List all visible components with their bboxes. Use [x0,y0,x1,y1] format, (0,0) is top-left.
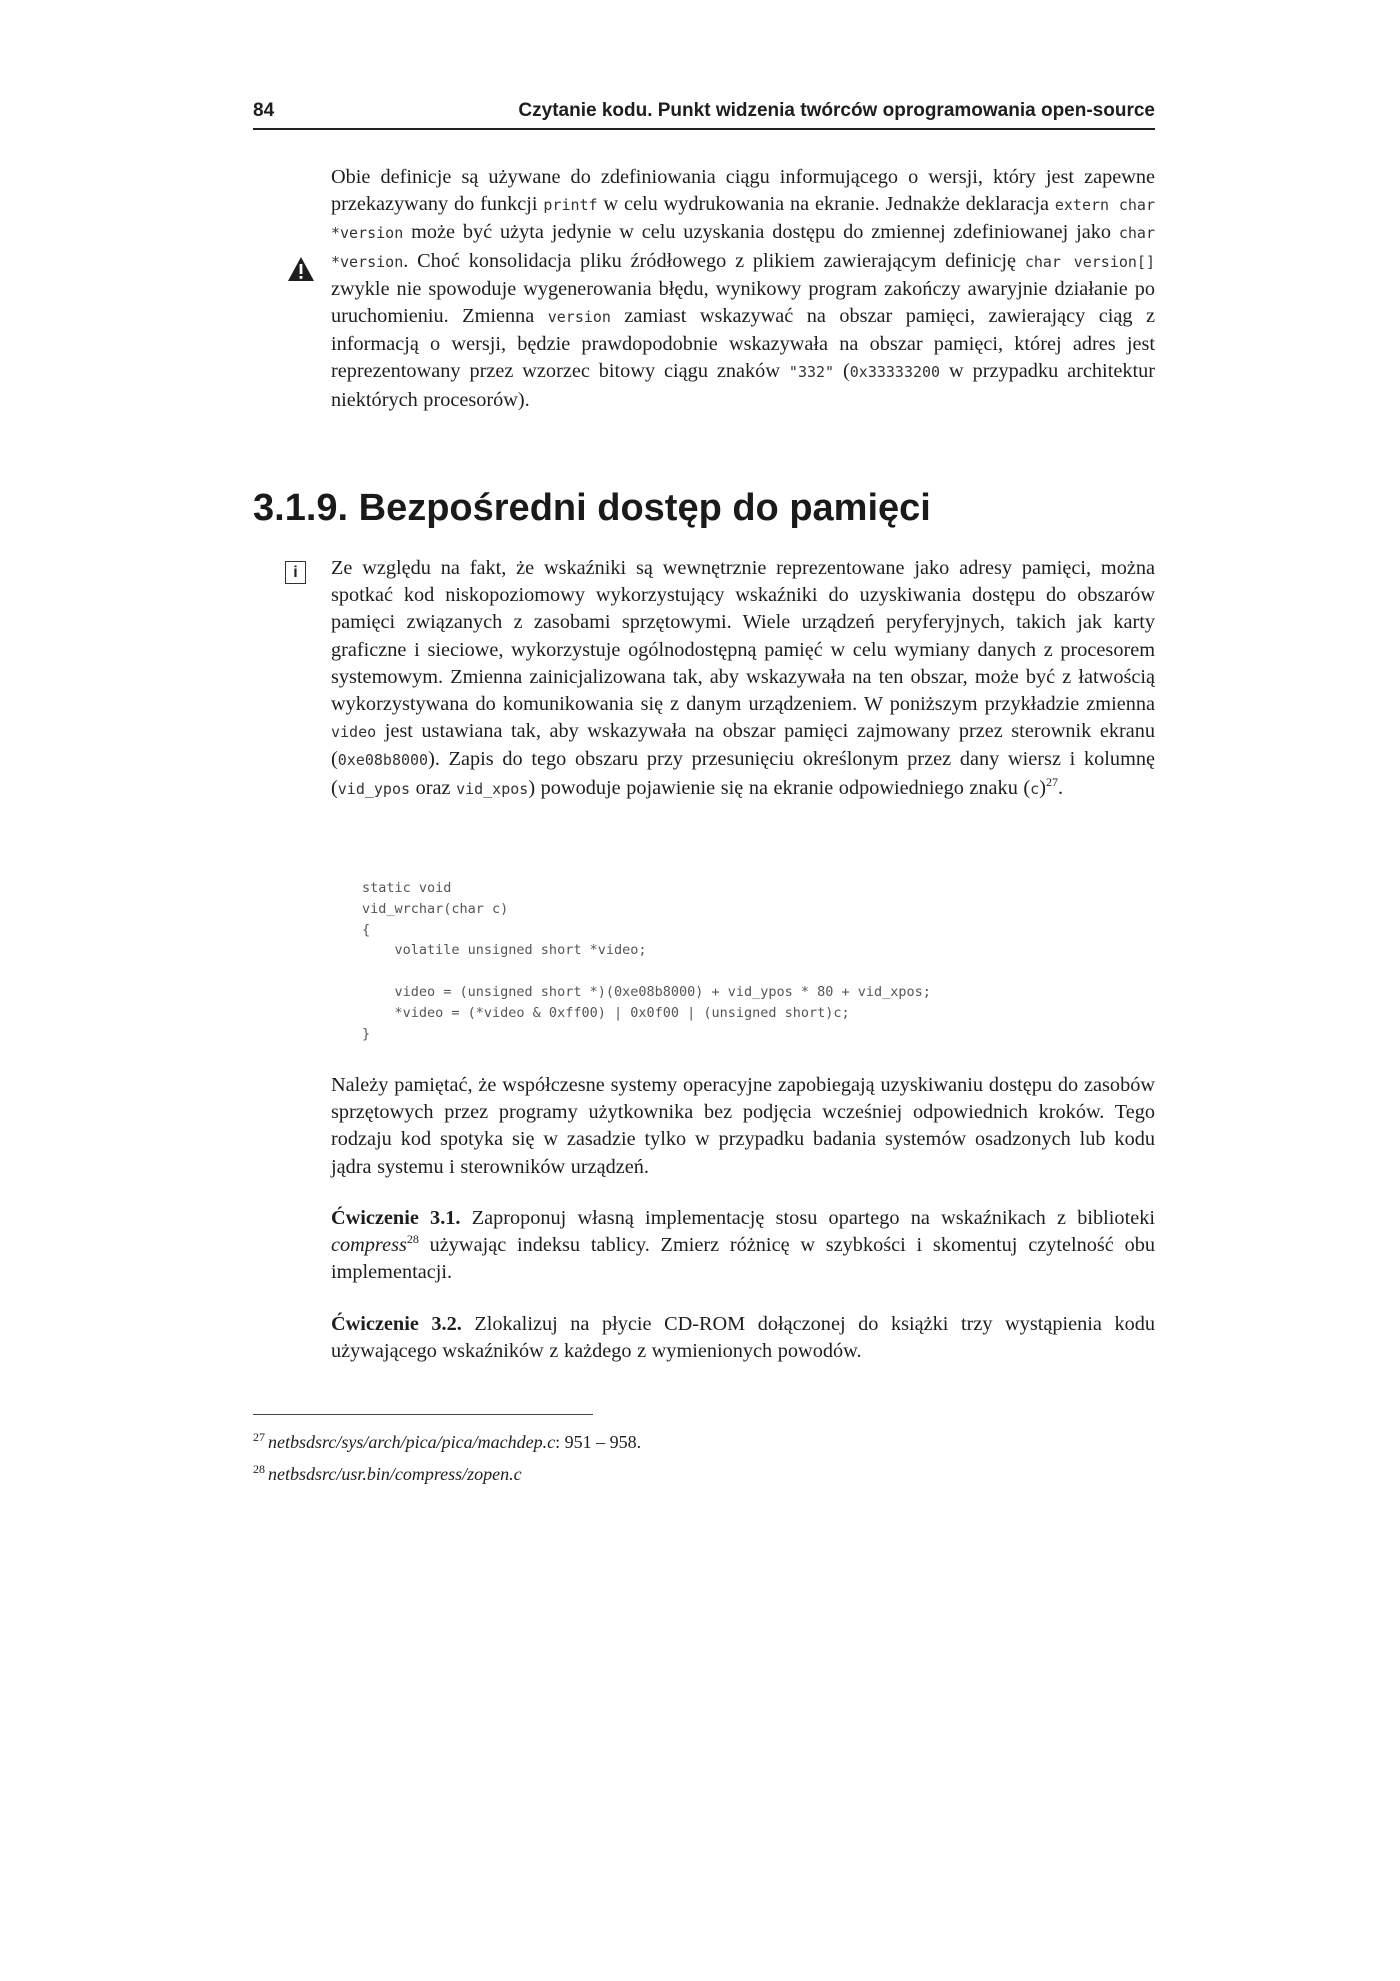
exercise-label: Ćwiczenie 3.2. [331,1313,462,1335]
library-name: compress [331,1234,407,1257]
code-hex-e08b8000: 0xe08b8000 [337,751,429,770]
code-hex-33333200: 0x33333200 [849,363,941,382]
code-extern-char-version: extern char *version [331,196,1155,243]
code-c: c [1030,779,1040,798]
footnote-divider [253,1414,593,1415]
exercise-3-2: Ćwiczenie 3.2. Zlokalizuj na płycie CD-ROM dołączonej do książki trzy wystąpienia kodu używającego wskaźników z każdego z wymienionych powodów. [331,1313,1156,1363]
code-string-332: "332" [788,363,835,382]
code-line: } [362,1025,371,1042]
code-printf: printf [543,196,598,215]
footnote-ref-27[interactable]: 27 [1045,774,1058,789]
code-line: *video = (*video & 0xff00) | 0x0f00 | (unsigned short)c; [362,1004,850,1021]
code-video: video [331,723,377,742]
code-listing [362,878,931,1044]
section-heading: 3.1.9. Bezpośredni dostęp do pamięci [253,487,931,529]
code-version: version [547,308,611,327]
paragraph-version-definitions: Obie definicje są używane do zdefiniowania ciągu informującego o wersji, który jest zapewne przekazywany do funkcji printf w celu wydrukowania na ekranie. Jednakże deklaracja extern char *version może być użyta jedynie w celu uzyskania dostępu do zmiennej zdefiniowanej jako char *version. Choć konsolidacja pliku źródłowego z plikiem zawierającym definicję char version[] zwykle nie spowoduje wygenerowania błędu, wynikowy program zakończy awaryjnie działanie po uruchomieniu. Zmienna version zamiast wskazywać na obszar pamięci, zawierający ciąg z informacją o wersji, będzie prawdopodobnie wskazywała na obszar pamięci, której adres jest reprezentowany przez wzorzec bitowy ciągu znaków "332" (0x33333200 w przypadku architektur niektórych procesorów). [331,166,1155,411]
paragraph-os-note: Należy pamiętać, że współczesne systemy operacyjne zapobiegają uzyskiwaniu dostępu do zasobów sprzętowych przez programy użytkownika bez podjęcia wcześniej odpowiednich kroków. Tego rodzaju kod spotyka się w zasadzie tylko w przypadku badania systemów osadzonych lub kodu jądra systemu i sterowników urządzeń. [331,1074,1155,1178]
code-line: { [362,921,371,938]
code-line: static void [362,880,452,896]
code-char-version-array: char version[] [1024,252,1155,271]
book-title: Czytanie kodu. Punkt widzenia twórców oprogramowania open-source [518,100,1155,121]
exercise-label: Ćwiczenie 3.1. [331,1207,461,1229]
code-vid-xpos: vid_xpos [456,779,529,798]
code-line: vid_wrchar(char c) [362,900,509,917]
info-icon: i [285,561,306,584]
footnote-path: netbsdsrc/sys/arch/pica/pica/machdep.c [268,1432,556,1452]
code-vid-ypos: vid_ypos [337,779,411,798]
footnote-path: netbsdsrc/usr.bin/compress/zopen.c [268,1464,522,1484]
code-line: volatile unsigned short *video; [362,942,647,959]
paragraph-memory-access: Ze względu na fakt, że wskaźniki są wewnętrznie reprezentowane jako adresy pamięci, można spotkać kod niskopoziomowy wykorzystujący wskaźniki do uzyskiwania dostępu do obszarów pamięci związanych z zasobami sprzętowymi. Wiele urządzeń peryferyjnych, takich jak karty graficzne i sieciowe, wykorzystuje ogólnodostępną pamięć w celu wymiany danych z procesorem systemowym. Zmienna zainicjalizowana tak, aby wskazywała na ten obszar, może być z łatwością wykorzystywana do komunikowania się z danym urządzeniem. W poniższym przykładzie zmienna video jest ustawiana tak, aby wskazywała na obszar pamięci zajmowany przez sterownik ekranu (0xe08b8000). Zapis do tego obszaru przy przesunięciu określonym przez dany wiersz i kolumnę (vid_ypos oraz vid_xpos) powoduje pojawienie się na ekranie odpowiedniego znaku $(c)^{27}$. [331,557,1155,799]
running-header [253,98,1155,130]
exercise-3-1: Ćwiczenie 3.1. Zaproponuj własną implementację stosu opartego na wskaźnikach z biblioteki compress$^{28}$ używając indeksu tablicy. Zmierz różnicę w szybkości i skomentuj czytelność obu implementacji. [331,1207,1155,1284]
footnote-27: $^{27}$ netbsdsrc/sys/arch/pica/pica/machdep.c: 951 – 958. [253,1430,642,1452]
footnote-ref-28[interactable]: 28 [406,1232,419,1247]
code-char-version-ptr: char *version [331,224,1155,271]
code-line: video = (unsigned short *)(0xe08b8000) + vid_ypos * 80 + vid_xpos; [362,983,931,1000]
footnote-28: $^{28}$ netbsdsrc/usr.bin/compress/zopen.c [253,1462,522,1484]
page-number: 84 [253,100,275,121]
warning-triangle-icon [287,256,315,282]
